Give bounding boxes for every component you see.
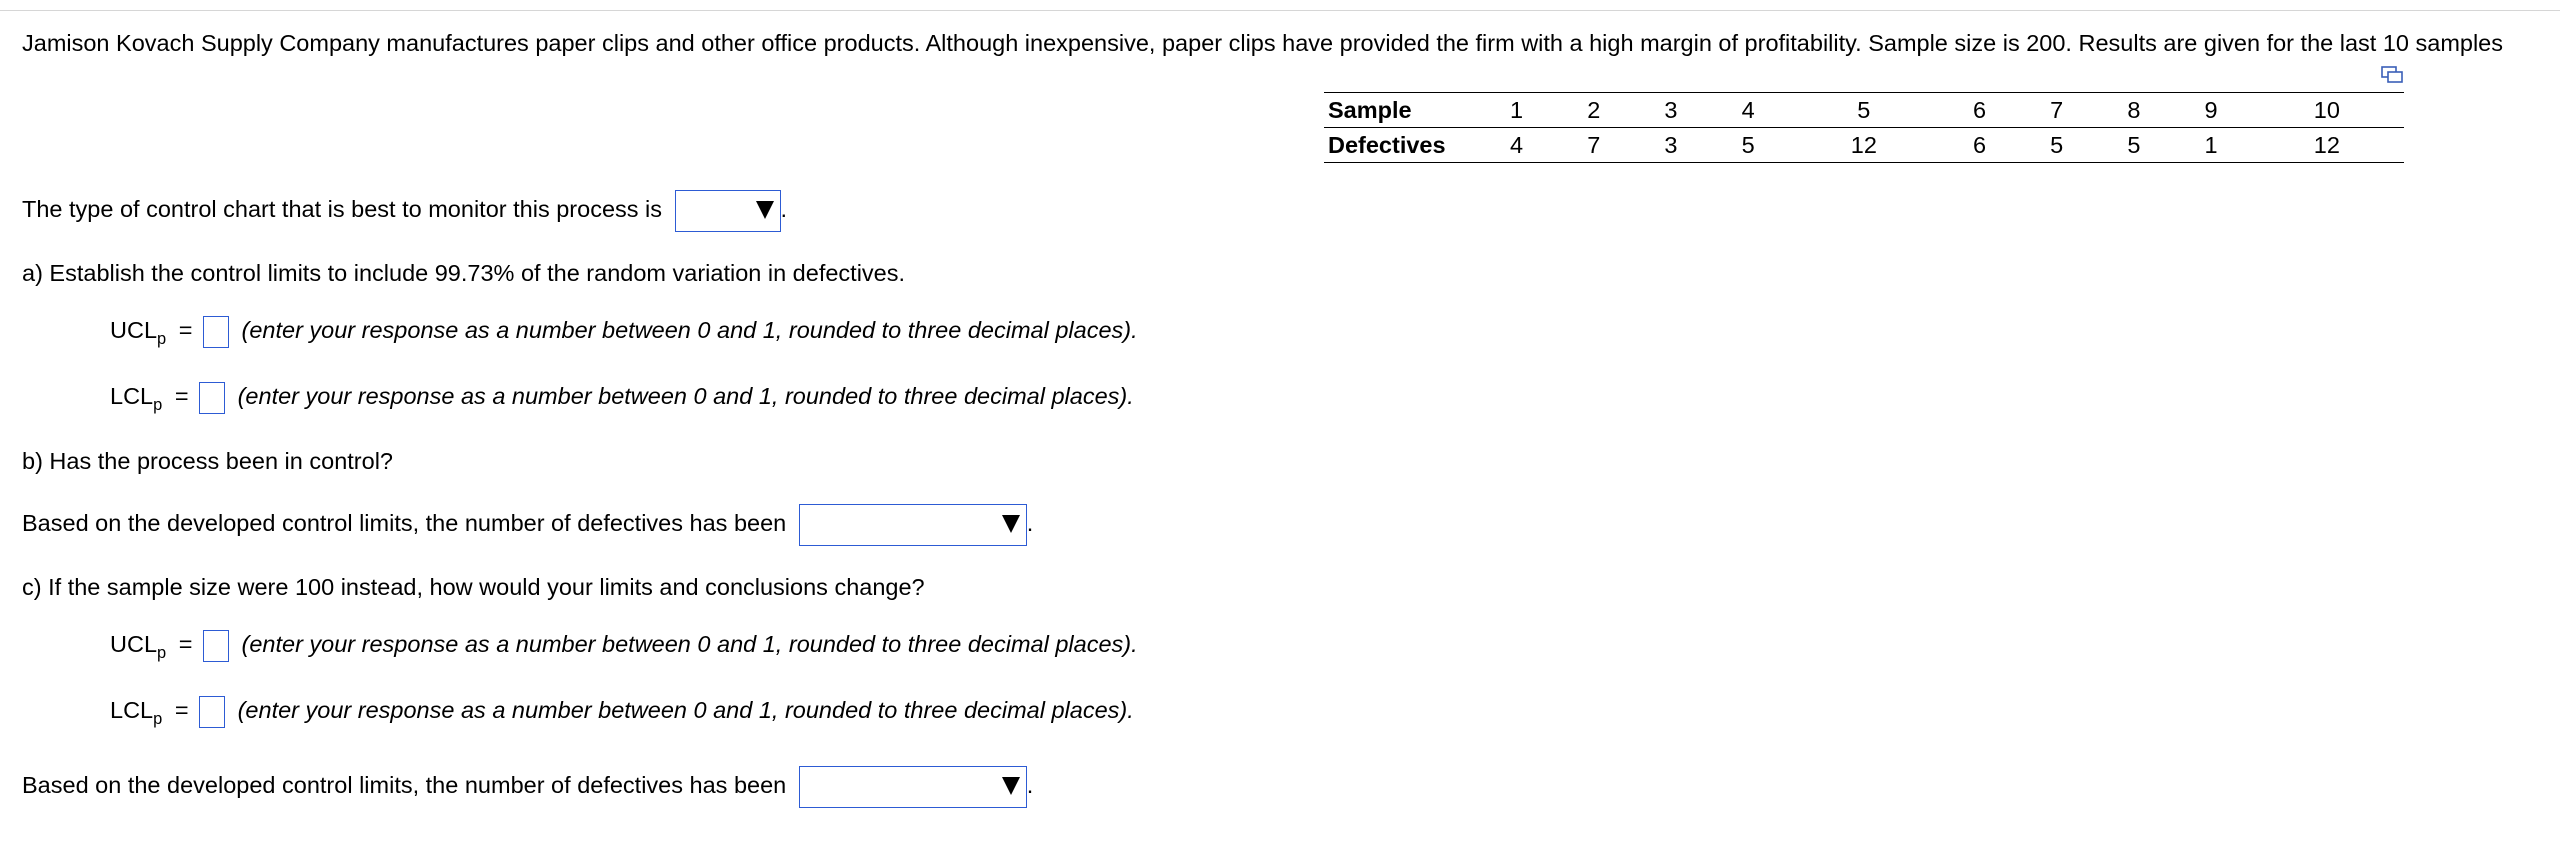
part-b-statement-row [22, 504, 1033, 546]
sample-cell: 6 [1941, 93, 2018, 128]
part-c-lcl-row [110, 696, 1134, 729]
chart-type-question [22, 190, 787, 232]
part-a-lcl-input[interactable] [199, 382, 225, 414]
ucl-label: $UCL_p$ [110, 317, 167, 349]
input-hint: (enter your response as a number between 0 and 1, rounded to three decimal places). [237, 383, 1134, 410]
part-a-prompt: a) Establish the control limits to include 99.73% of the random variation in defectives. [22, 260, 906, 286]
sample-cell: 9 [2172, 93, 2249, 128]
part-b-dropdown[interactable] [799, 504, 1027, 546]
defectives-cell: 4 [1478, 128, 1555, 163]
part-b-period: . [1026, 510, 1034, 537]
defectives-cell: 5 [1710, 128, 1787, 163]
part-c-statement: Based on the developed control limits, the number of defectives has been [22, 772, 787, 799]
chart-type-prompt: The type of control chart that is best to monitor this process is [22, 196, 663, 223]
input-hint: (enter your response as a number between 0 and 1, rounded to three decimal places). [241, 317, 1138, 344]
part-c-statement-row [22, 766, 1033, 808]
dropdown-arrow-icon [1002, 777, 1020, 795]
part-c-lcl-input[interactable] [199, 696, 225, 728]
sample-row [1324, 93, 2404, 128]
sample-cell: 3 [1632, 93, 1709, 128]
defectives-cell: 6 [1941, 128, 2018, 163]
defectives-cell: 12 [2250, 128, 2404, 163]
equals-sign: = [178, 317, 193, 344]
part-c-period: . [1026, 772, 1034, 799]
sample-cell: 8 [2095, 93, 2172, 128]
defectives-cell: 1 [2172, 128, 2249, 163]
ucl-label: $UCL_p$ [110, 631, 167, 663]
part-c-dropdown[interactable] [799, 766, 1027, 808]
sample-cell: 4 [1710, 93, 1787, 128]
part-a-lcl-row [110, 382, 1134, 415]
part-a-ucl-row [110, 316, 1138, 349]
input-hint: (enter your response as a number between 0 and 1, rounded to three decimal places). [241, 631, 1138, 658]
sample-cell: 1 [1478, 93, 1555, 128]
top-divider [0, 10, 2560, 11]
part-a-ucl-input[interactable] [203, 316, 229, 348]
sample-header: Sample [1324, 93, 1478, 128]
chart-type-period: . [780, 196, 788, 223]
defectives-cell: 5 [2018, 128, 2095, 163]
defectives-table [1324, 92, 2404, 163]
defectives-row [1324, 128, 2404, 163]
part-b-prompt: b) Has the process been in control? [22, 448, 393, 474]
part-b-statement: Based on the developed control limits, the number of defectives has been [22, 510, 787, 537]
defectives-header: Defectives [1324, 128, 1478, 163]
dropdown-arrow-icon [1002, 515, 1020, 533]
lcl-label: $LCL_p$ [110, 383, 163, 415]
part-c-ucl-row [110, 630, 1138, 663]
defectives-cell: 7 [1555, 128, 1632, 163]
defectives-cell: 5 [2095, 128, 2172, 163]
defectives-cell: 3 [1632, 128, 1709, 163]
chart-type-dropdown[interactable] [675, 190, 781, 232]
input-hint: (enter your response as a number between 0 and 1, rounded to three decimal places). [237, 697, 1134, 724]
question-intro: Jamison Kovach Supply Company manufactures paper clips and other office products. Although inexpensive, paper clips have provided the firm with a high margin of profitability. Sample size is 200. Results are given for the last 10 samples [22, 30, 2504, 56]
lcl-label: $LCL_p$ [110, 697, 163, 729]
part-c-ucl-input[interactable] [203, 630, 229, 662]
part-c-prompt: c) If the sample size were 100 instead, how would your limits and conclusions change? [22, 574, 925, 600]
equals-sign: = [178, 631, 193, 658]
copy-table-icon[interactable] [2381, 66, 2403, 84]
sample-cell: 2 [1555, 93, 1632, 128]
sample-cell: 7 [2018, 93, 2095, 128]
dropdown-arrow-icon [756, 201, 774, 219]
sample-cell: 10 [2250, 93, 2404, 128]
defectives-cell: 12 [1787, 128, 1941, 163]
equals-sign: = [174, 383, 189, 410]
equals-sign: = [174, 697, 189, 724]
sample-cell: 5 [1787, 93, 1941, 128]
